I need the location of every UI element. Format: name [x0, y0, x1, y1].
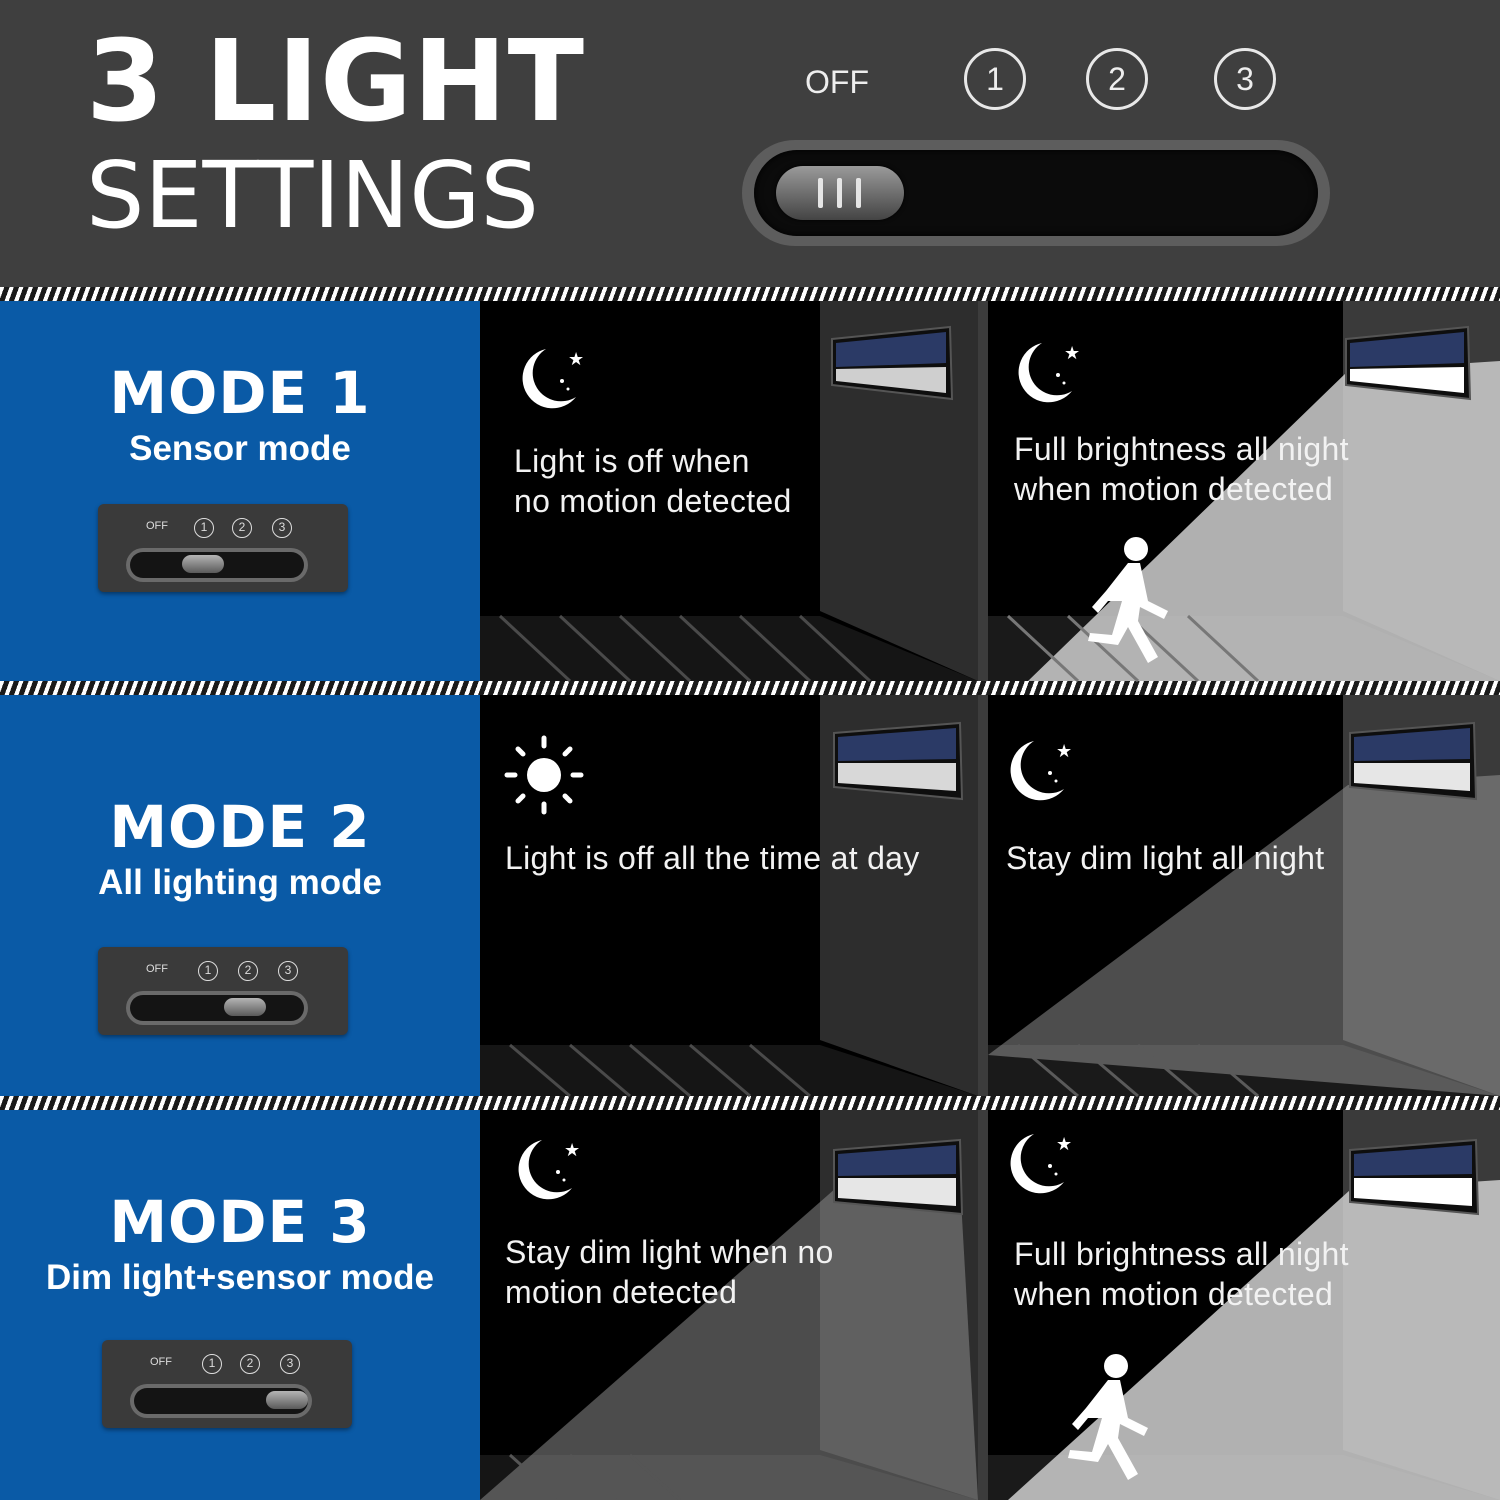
switch-off-label: OFF — [805, 64, 869, 100]
solar-lamp — [1350, 723, 1476, 799]
mode-1-switch — [98, 504, 348, 592]
mode-1-panel — [0, 301, 480, 681]
scene-caption-line-2: no motion detected — [514, 483, 792, 519]
moon-stars-icon — [1004, 735, 1073, 805]
scene-caption-line-1: Stay dim light all night — [1006, 840, 1325, 876]
scene-caption-line-1: Stay dim light when no — [505, 1234, 834, 1270]
moon-stars-icon — [1012, 337, 1081, 407]
solar-lamp — [1350, 1140, 1478, 1214]
title-line-1: 3 LIGHT — [86, 17, 586, 147]
mode-1-scene-on — [988, 301, 1500, 681]
mode-3-scene-bright — [988, 1110, 1500, 1500]
mini-switch-position-2: 2 — [238, 961, 258, 981]
mode-2-switch — [98, 947, 348, 1035]
scene-caption-line-1: Light is off when — [514, 443, 750, 479]
mini-switch-off-label: OFF — [146, 963, 168, 975]
svg-text:★: ★ — [1056, 1134, 1073, 1155]
svg-text:★: ★ — [568, 349, 585, 370]
mini-switch-position-3: 3 — [272, 518, 292, 538]
mode-2-scene-night — [988, 695, 1500, 1096]
mode-2-subtitle: All lighting mode — [98, 863, 382, 902]
mode-1-title: MODE 1 — [109, 359, 371, 427]
column-gap — [978, 1110, 988, 1500]
mode-3-switch — [102, 1340, 352, 1428]
mini-switch-position-2: 2 — [232, 518, 252, 538]
mode-2-panel — [0, 695, 480, 1096]
divider-stripe — [0, 287, 1500, 301]
mode-3-title: MODE 3 — [109, 1188, 371, 1256]
mini-switch-knob — [266, 1391, 308, 1409]
header-banner — [0, 0, 1500, 287]
switch-position-2-label: 2 — [1086, 48, 1148, 110]
mini-switch-off-label: OFF — [146, 520, 168, 532]
svg-text:★: ★ — [1056, 741, 1073, 762]
scene-caption-line-2: when motion detected — [1014, 1276, 1334, 1312]
column-gap — [978, 695, 988, 1096]
switch-position-1-label: 1 — [964, 48, 1026, 110]
switch-knob — [776, 166, 904, 220]
mode-1-scene-off — [480, 301, 978, 681]
svg-text:★: ★ — [564, 1140, 581, 1161]
mode-3-scene-dim — [480, 1110, 978, 1500]
mode-3-panel — [0, 1110, 480, 1500]
mode-1-subtitle: Sensor mode — [129, 429, 351, 468]
solar-lamp — [834, 723, 962, 799]
mini-switch-position-3: 3 — [278, 961, 298, 981]
mode-2-title: MODE 2 — [109, 793, 371, 861]
mini-switch-off-label: OFF — [150, 1356, 172, 1368]
scene-caption-line-1: Light is off all the time at day — [505, 840, 920, 876]
mini-switch-position-1: 1 — [198, 961, 218, 981]
mini-switch-position-2: 2 — [240, 1354, 260, 1374]
mini-switch-position-1: 1 — [202, 1354, 222, 1374]
mini-switch-position-1: 1 — [194, 518, 214, 538]
moon-stars-icon — [516, 343, 585, 413]
scene-caption-line-1: Full brightness all night — [1014, 1236, 1349, 1272]
scene-caption-line-1: Full brightness all night — [1014, 431, 1349, 467]
mode-row-3 — [0, 1110, 1500, 1500]
solar-lamp — [834, 1140, 962, 1214]
sun-icon — [504, 735, 584, 815]
mode-3-subtitle: Dim light+sensor mode — [46, 1258, 434, 1297]
svg-text:★: ★ — [1064, 343, 1081, 364]
mode-row-1 — [0, 301, 1500, 681]
scene-caption-line-2: motion detected — [505, 1274, 738, 1310]
divider-stripe — [0, 681, 1500, 695]
mini-switch-knob — [224, 998, 266, 1016]
mini-switch-position-3: 3 — [280, 1354, 300, 1374]
scene-caption-line-2: when motion detected — [1014, 471, 1334, 507]
mode-row-2 — [0, 695, 1500, 1096]
moon-stars-icon — [512, 1134, 581, 1204]
moon-stars-icon — [1004, 1128, 1073, 1198]
column-gap — [978, 301, 988, 681]
mini-switch-knob — [182, 555, 224, 573]
title-line-2: SETTINGS — [86, 142, 539, 249]
mode-2-scene-day — [480, 695, 978, 1096]
divider-stripe — [0, 1096, 1500, 1110]
switch-position-3-label: 3 — [1214, 48, 1276, 110]
